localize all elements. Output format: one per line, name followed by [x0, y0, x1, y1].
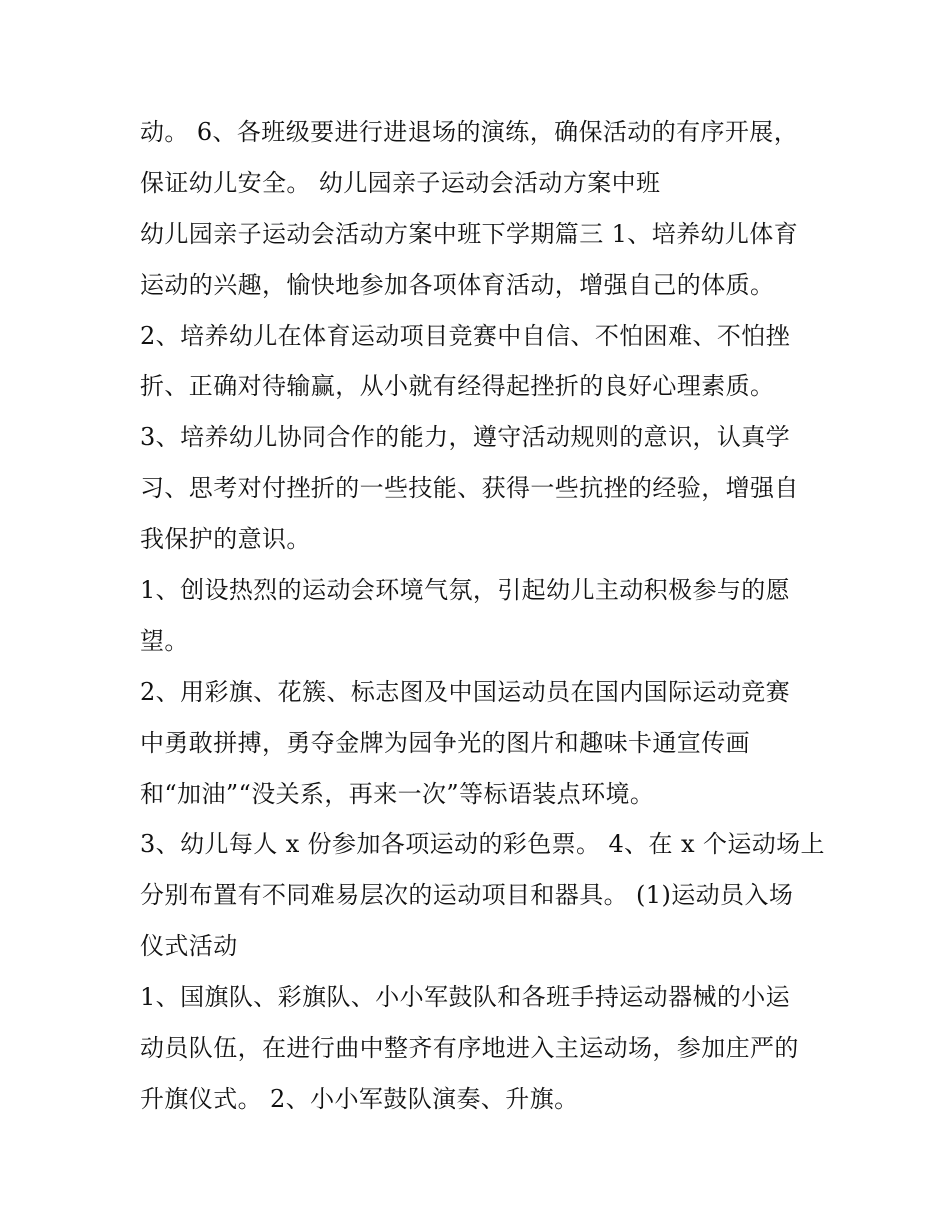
text-line-16: 分别布置有不同难易层次的运动项目和器具。 (1)运动员入场 [140, 881, 794, 910]
text-line-13: 中勇敢拼搏，勇夺金牌为园争光的图片和趣味卡通宣传画 [140, 728, 750, 757]
text-line-10: 1、创设热烈的运动会环境气氛，引起幼儿主动积极参与的愿 [140, 576, 791, 605]
document-body [140, 107, 825, 1125]
text-line-17: 仪式活动 [140, 932, 238, 961]
text-line-19: 动员队伍，在进行曲中整齐有序地进入主运动场，参加庄严的 [140, 1034, 799, 1063]
text-line-7: 3、培养幼儿协同合作的能力，遵守活动规则的意识，认真学 [140, 423, 791, 452]
text-line-12: 2、用彩旗、花簇、标志图及中国运动员在国内国际运动竞赛 [140, 677, 791, 706]
text-line-14: 和“加油”“没关系，再来一次”等标语装点环境。 [140, 779, 655, 808]
text-line-1: 动。 6、各班级要进行进退场的演练，确保活动的有序开展， [140, 118, 799, 146]
text-line-9: 我保护的意识。 [140, 525, 311, 554]
text-line-20: 升旗仪式。 2、小小军鼓队演奏、升旗。 [140, 1084, 579, 1113]
text-line-3: 幼儿园亲子运动会活动方案中班下学期篇三 1、培养幼儿体育 [140, 219, 799, 248]
text-line-4: 运动的兴趣，愉快地参加各项体育活动，增强自己的体质。 [140, 270, 775, 299]
text-line-15: 3、幼儿每人 x 份参加各项运动的彩色票。 4、在 x 个运动场上 [140, 830, 825, 859]
text-line-2: 保证幼儿安全。 幼儿园亲子运动会活动方案中班 [140, 168, 661, 197]
text-line-11: 望。 [140, 626, 189, 655]
text-line-8: 习、思考对付挫折的一些技能、获得一些抗挫的经验，增强自 [140, 474, 799, 503]
text-line-6: 折、正确对待输赢，从小就有经得起挫折的良好心理素质。 [140, 372, 775, 401]
text-line-18: 1、国旗队、彩旗队、小小军鼓队和各班手持运动器械的小运 [140, 983, 791, 1012]
text-line-5: 2、培养幼儿在体育运动项目竞赛中自信、不怕困难、不怕挫 [140, 321, 791, 350]
